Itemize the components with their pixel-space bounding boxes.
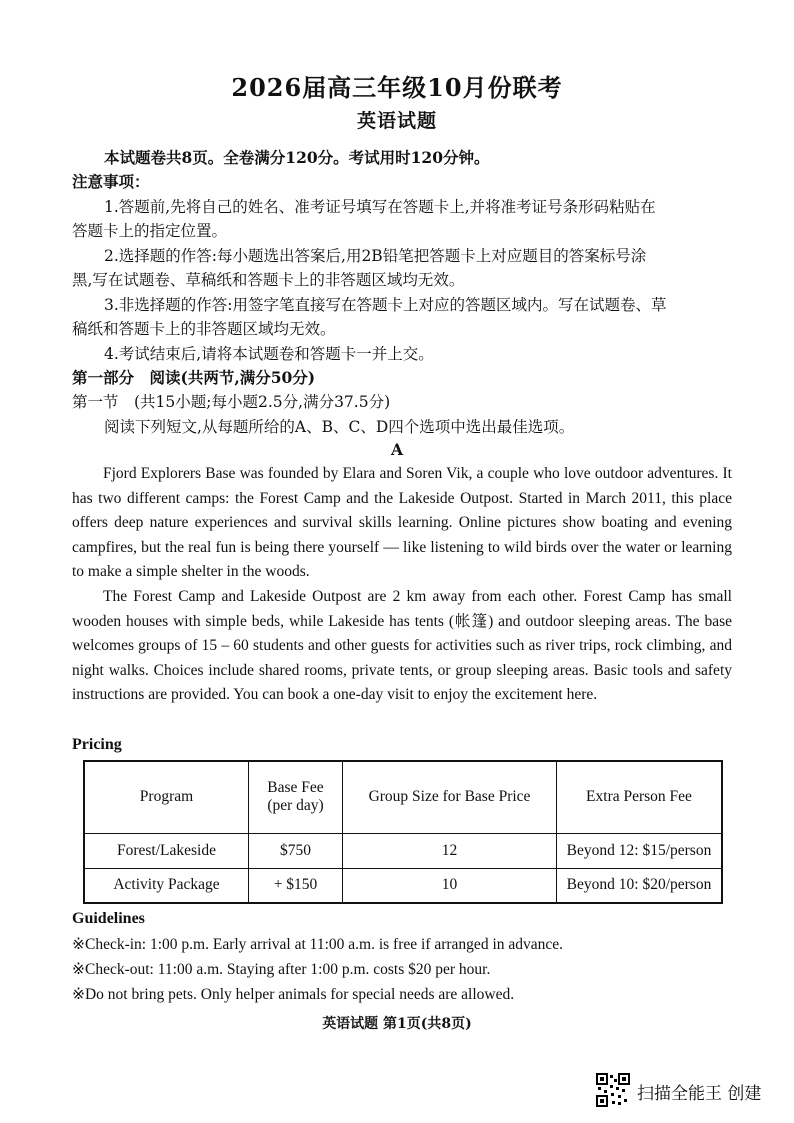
table-cell: Forest/Lakeside — [84, 833, 249, 868]
table-cell: $750 — [249, 833, 343, 868]
column-header: Program — [84, 761, 249, 833]
note-2-line-2: 黑,写在试题卷、草稿纸和答题卡上的非答题区域均无效。 — [72, 271, 465, 289]
table-cell: 10 — [343, 868, 557, 903]
note-1-line-2: 答题卡上的指定位置。 — [72, 222, 228, 240]
reading-instruction: 阅读下列短文,从每题所给的A、B、C、D四个选项中选出最佳选项。 — [104, 418, 575, 436]
guideline-item: ※Do not bring pets. Only helper animals for special needs are allowed. — [72, 986, 515, 1003]
note-3-line-1: 3.非选择题的作答:用签字笔直接写在答题卡上对应的答题区域内。写在试题卷、草 — [104, 296, 667, 314]
notes-label: 注意事项： — [72, 172, 150, 191]
exam-subtitle: 英语试题 — [356, 110, 437, 132]
guideline-item: ※Check-out: 11:00 a.m. Staying after 1:00 p.m. costs $20 per hour. — [72, 961, 491, 978]
note-4: 4.考试结束后,请将本试题卷和答题卡一并上交。 — [104, 345, 434, 363]
column-header: Base Fee (per day) — [249, 761, 343, 833]
part-one-heading: 第一部分 阅读(共两节,满分50分) — [72, 368, 316, 387]
note-2-line-1: 2.选择题的作答:每小题选出答案后,用2B铅笔把答题卡上对应题目的答案标号涂 — [104, 247, 647, 265]
table-row — [84, 833, 722, 868]
qr-code-icon — [596, 1073, 630, 1107]
passage-body — [72, 462, 732, 708]
section-one-heading: 第一节 (共15小题;每小题2.5分,满分37.5分) — [72, 393, 391, 411]
exam-info: 本试题卷共8页。全卷满分120分。考试用时120分钟。 — [104, 148, 490, 167]
column-header: Extra Person Fee — [557, 761, 723, 833]
note-1-line-1: 1.答题前,先将自己的姓名、准考证号填写在答题卡上,并将准考证号条形码粘贴在 — [104, 198, 656, 216]
passage-paragraph-1: Fjord Explorers Base was founded by Elara and Soren Vik, a couple who love outdoor adventures. It has two different camps: the Forest Camp and the Lakeside Outpost. Started in March 2011, this place offers deep nature experiences and survival skills learning. Online pictures show boating and evening campfires, but the real fun is being there yourself — like listening to wild birds over the water or learning to make a simple shelter in the woods. — [72, 465, 732, 581]
pricing-table — [83, 760, 723, 904]
table-cell: Beyond 12: $15/person — [557, 833, 723, 868]
note-3-line-2: 稿纸和答题卡上的非答题区域均无效。 — [72, 320, 336, 338]
table-row — [84, 868, 722, 903]
guideline-item: ※Check-in: 1:00 p.m. Early arrival at 11:00 a.m. is free if arranged in advance. — [72, 936, 564, 953]
table-cell: + $150 — [249, 868, 343, 903]
passage-paragraph-2: The Forest Camp and Lakeside Outpost are 2 km away from each other. Forest Camp has small wooden houses with simple beds, while Lakeside has tents (帐篷) and outdoor sleeping areas. The base welcomes groups of 15 – 60 students and other guests for activities such as river trips, rock climbing, and night walks. Choices include shared rooms, private tents, or group sleeping areas. Basic tools and safety instructions are provided. You can book a one-day visit to enjoy the excitement here. — [72, 587, 732, 704]
guidelines-heading: Guidelines — [72, 910, 145, 927]
table-cell: Beyond 10: $20/person — [557, 868, 723, 903]
pricing-heading: Pricing — [72, 736, 122, 753]
table-cell: 12 — [343, 833, 557, 868]
passage-label: A — [390, 440, 404, 459]
page-footer: 英语试题 第1页(共8页) — [322, 1016, 472, 1032]
table-cell: Activity Package — [84, 868, 249, 903]
table-header-row — [84, 761, 722, 833]
column-header: Group Size for Base Price — [343, 761, 557, 833]
scanner-watermark: 扫描全能王 创建 — [637, 1084, 762, 1104]
exam-title: 2026届高三年级10月份联考 — [231, 73, 563, 102]
